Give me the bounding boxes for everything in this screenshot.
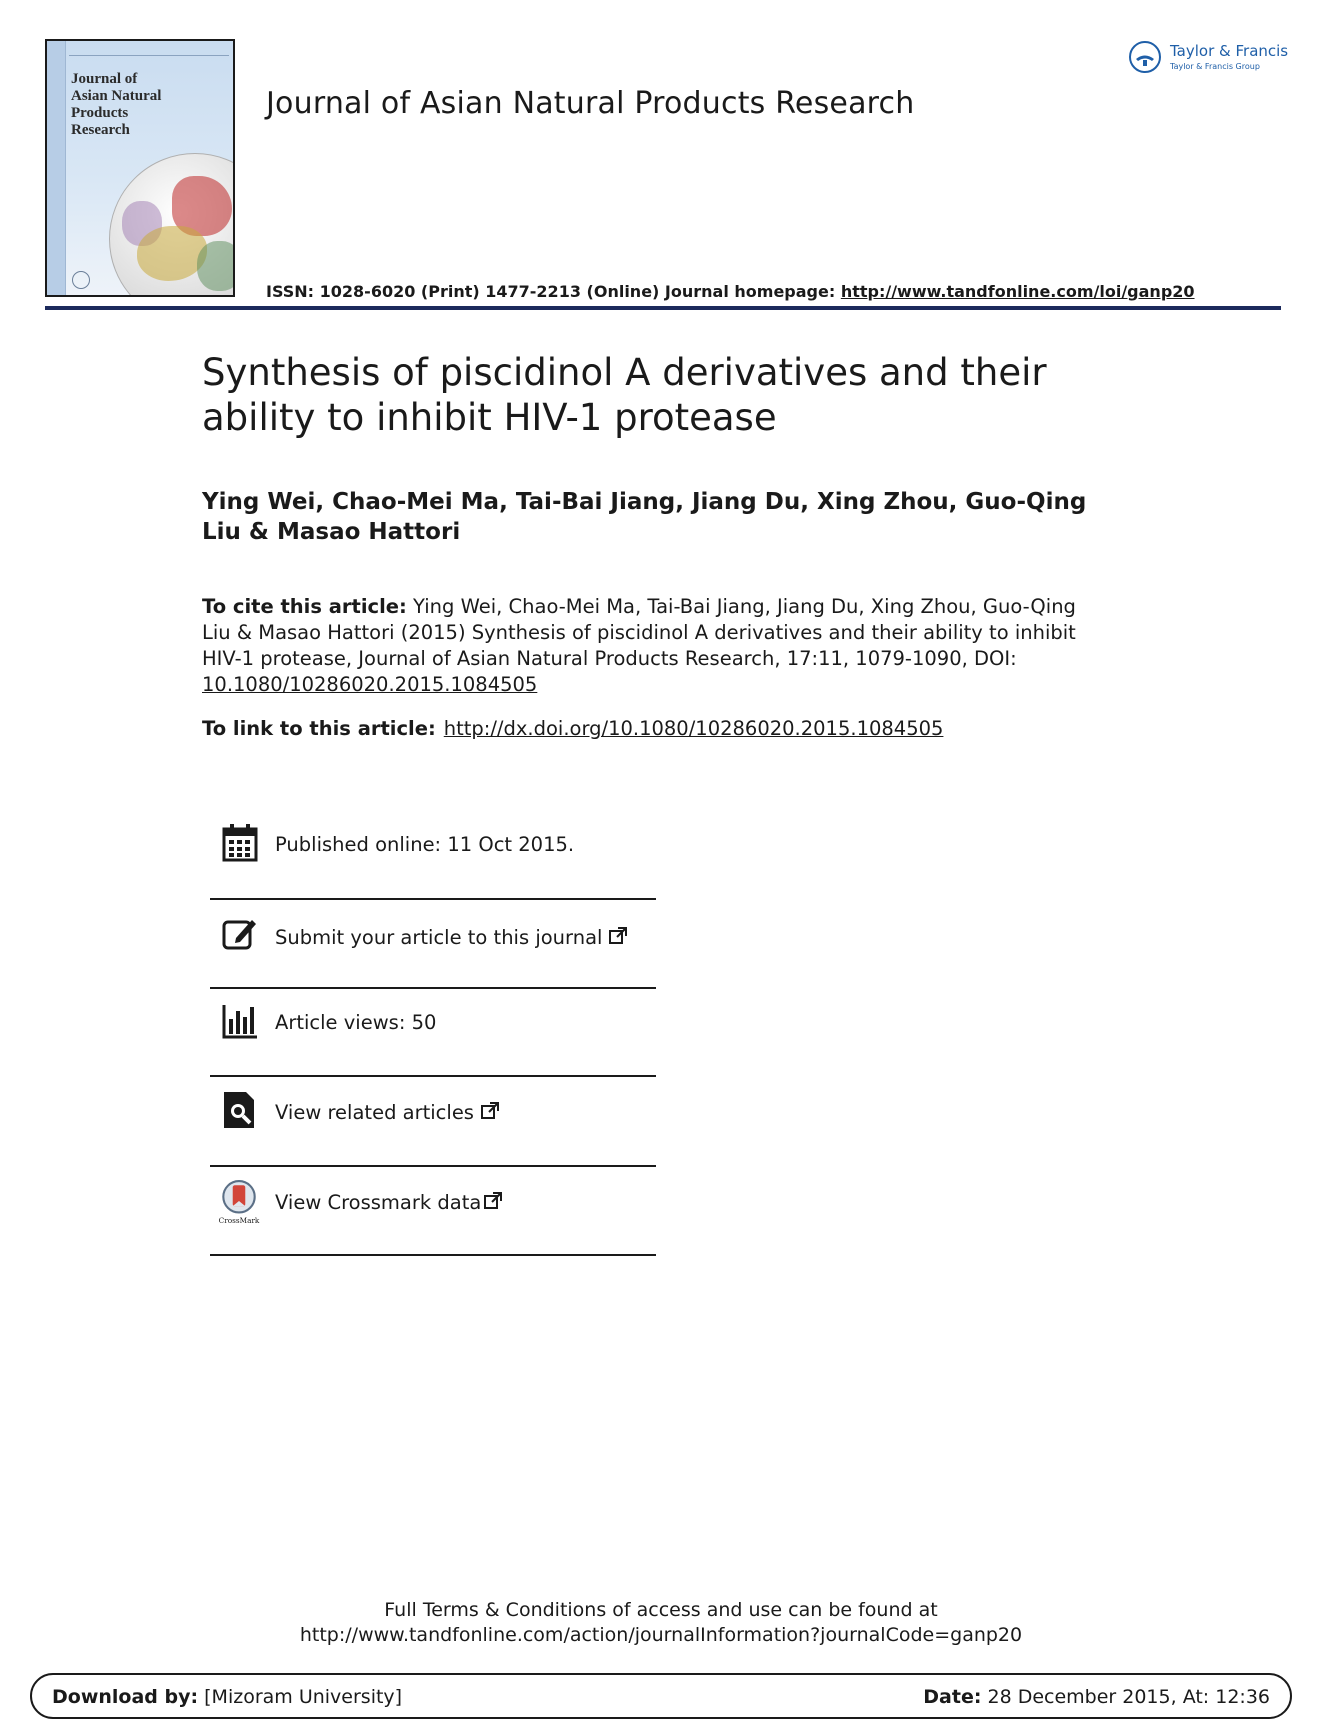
terms-notice <box>0 1598 1322 1648</box>
terms-line: Full Terms & Conditions of access and use can be found at <box>384 1599 938 1621</box>
bar-chart-icon <box>222 1001 258 1041</box>
related-articles-link[interactable]: View related articles <box>275 1101 500 1124</box>
citation-text: Ying Wei, Chao-Mei Ma, Tai-Bai Jiang, Jiang Du, Xing Zhou, Guo-Qing Liu & Masao Hattori (2015) Synthesis of piscidinol A derivatives and their ability to inhibit HIV-1 protease, Journal of Asian Natural Products Research, 17:11, 1079-1090, DOI: <box>202 595 1076 670</box>
info-divider <box>210 898 656 900</box>
journal-homepage-link[interactable]: http://www.tandfonline.com/loi/ganp20 <box>840 282 1195 301</box>
crossmark-icon <box>218 1179 260 1225</box>
article-link-block <box>202 716 1102 742</box>
publisher-logo <box>1128 38 1289 78</box>
edit-icon <box>222 914 258 954</box>
info-divider <box>210 1165 656 1167</box>
publisher-group: Taylor & Francis Group <box>1170 62 1260 71</box>
cover-title: Journal of Asian Natural Products Research <box>71 71 162 138</box>
terms-url[interactable]: http://www.tandfonline.com/action/journalInformation?journalCode=ganp20 <box>299 1624 1023 1646</box>
calendar-icon <box>222 823 258 863</box>
download-info-bar <box>30 1673 1292 1719</box>
search-document-icon <box>222 1090 258 1130</box>
issn-text: ISSN: 1028-6020 (Print) 1477-2213 (Online) Journal homepage: <box>266 282 841 301</box>
external-link-icon <box>480 1101 500 1121</box>
info-divider <box>210 1075 656 1077</box>
article-authors: Ying Wei, Chao-Mei Ma, Tai-Bai Jiang, Jiang Du, Xing Zhou, Guo-Qing Liu & Masao Hattori <box>202 489 1087 545</box>
crossmark-badge-text: CrossMark <box>218 1215 260 1225</box>
taylor-francis-logo-icon <box>1128 40 1162 74</box>
external-link-icon <box>608 926 628 946</box>
submit-article-link[interactable]: Submit your article to this journal <box>275 926 628 949</box>
article-doi-url[interactable]: http://dx.doi.org/10.1080/10286020.2015.1084505 <box>443 717 944 740</box>
external-link-icon <box>483 1191 503 1211</box>
journal-title: Journal of Asian Natural Products Research <box>266 86 915 121</box>
published-online-text: Published online: 11 Oct 2015. <box>275 833 575 856</box>
article-views-text: Article views: 50 <box>275 1011 437 1034</box>
info-divider <box>210 1254 656 1256</box>
journal-cover-image <box>45 39 235 297</box>
article-title: Synthesis of piscidinol A derivatives and their ability to inhibit HIV-1 protease <box>202 351 1047 439</box>
citation-label: To cite this article: <box>202 595 407 618</box>
info-divider <box>210 987 656 989</box>
issn-line <box>266 282 1195 301</box>
citation-doi-link[interactable]: 10.1080/10286020.2015.1084505 <box>202 673 538 696</box>
crossmark-link[interactable]: View Crossmark data <box>275 1191 503 1214</box>
article-link-label: To link to this article: <box>202 717 436 740</box>
download-by: Download by: [Mizoram University] <box>52 1686 403 1708</box>
header-divider <box>45 306 1281 310</box>
download-date: Date: 28 December 2015, At: 12:36 <box>923 1686 1270 1708</box>
publisher-name: Taylor & Francis <box>1170 42 1289 60</box>
citation-block <box>202 594 1082 698</box>
